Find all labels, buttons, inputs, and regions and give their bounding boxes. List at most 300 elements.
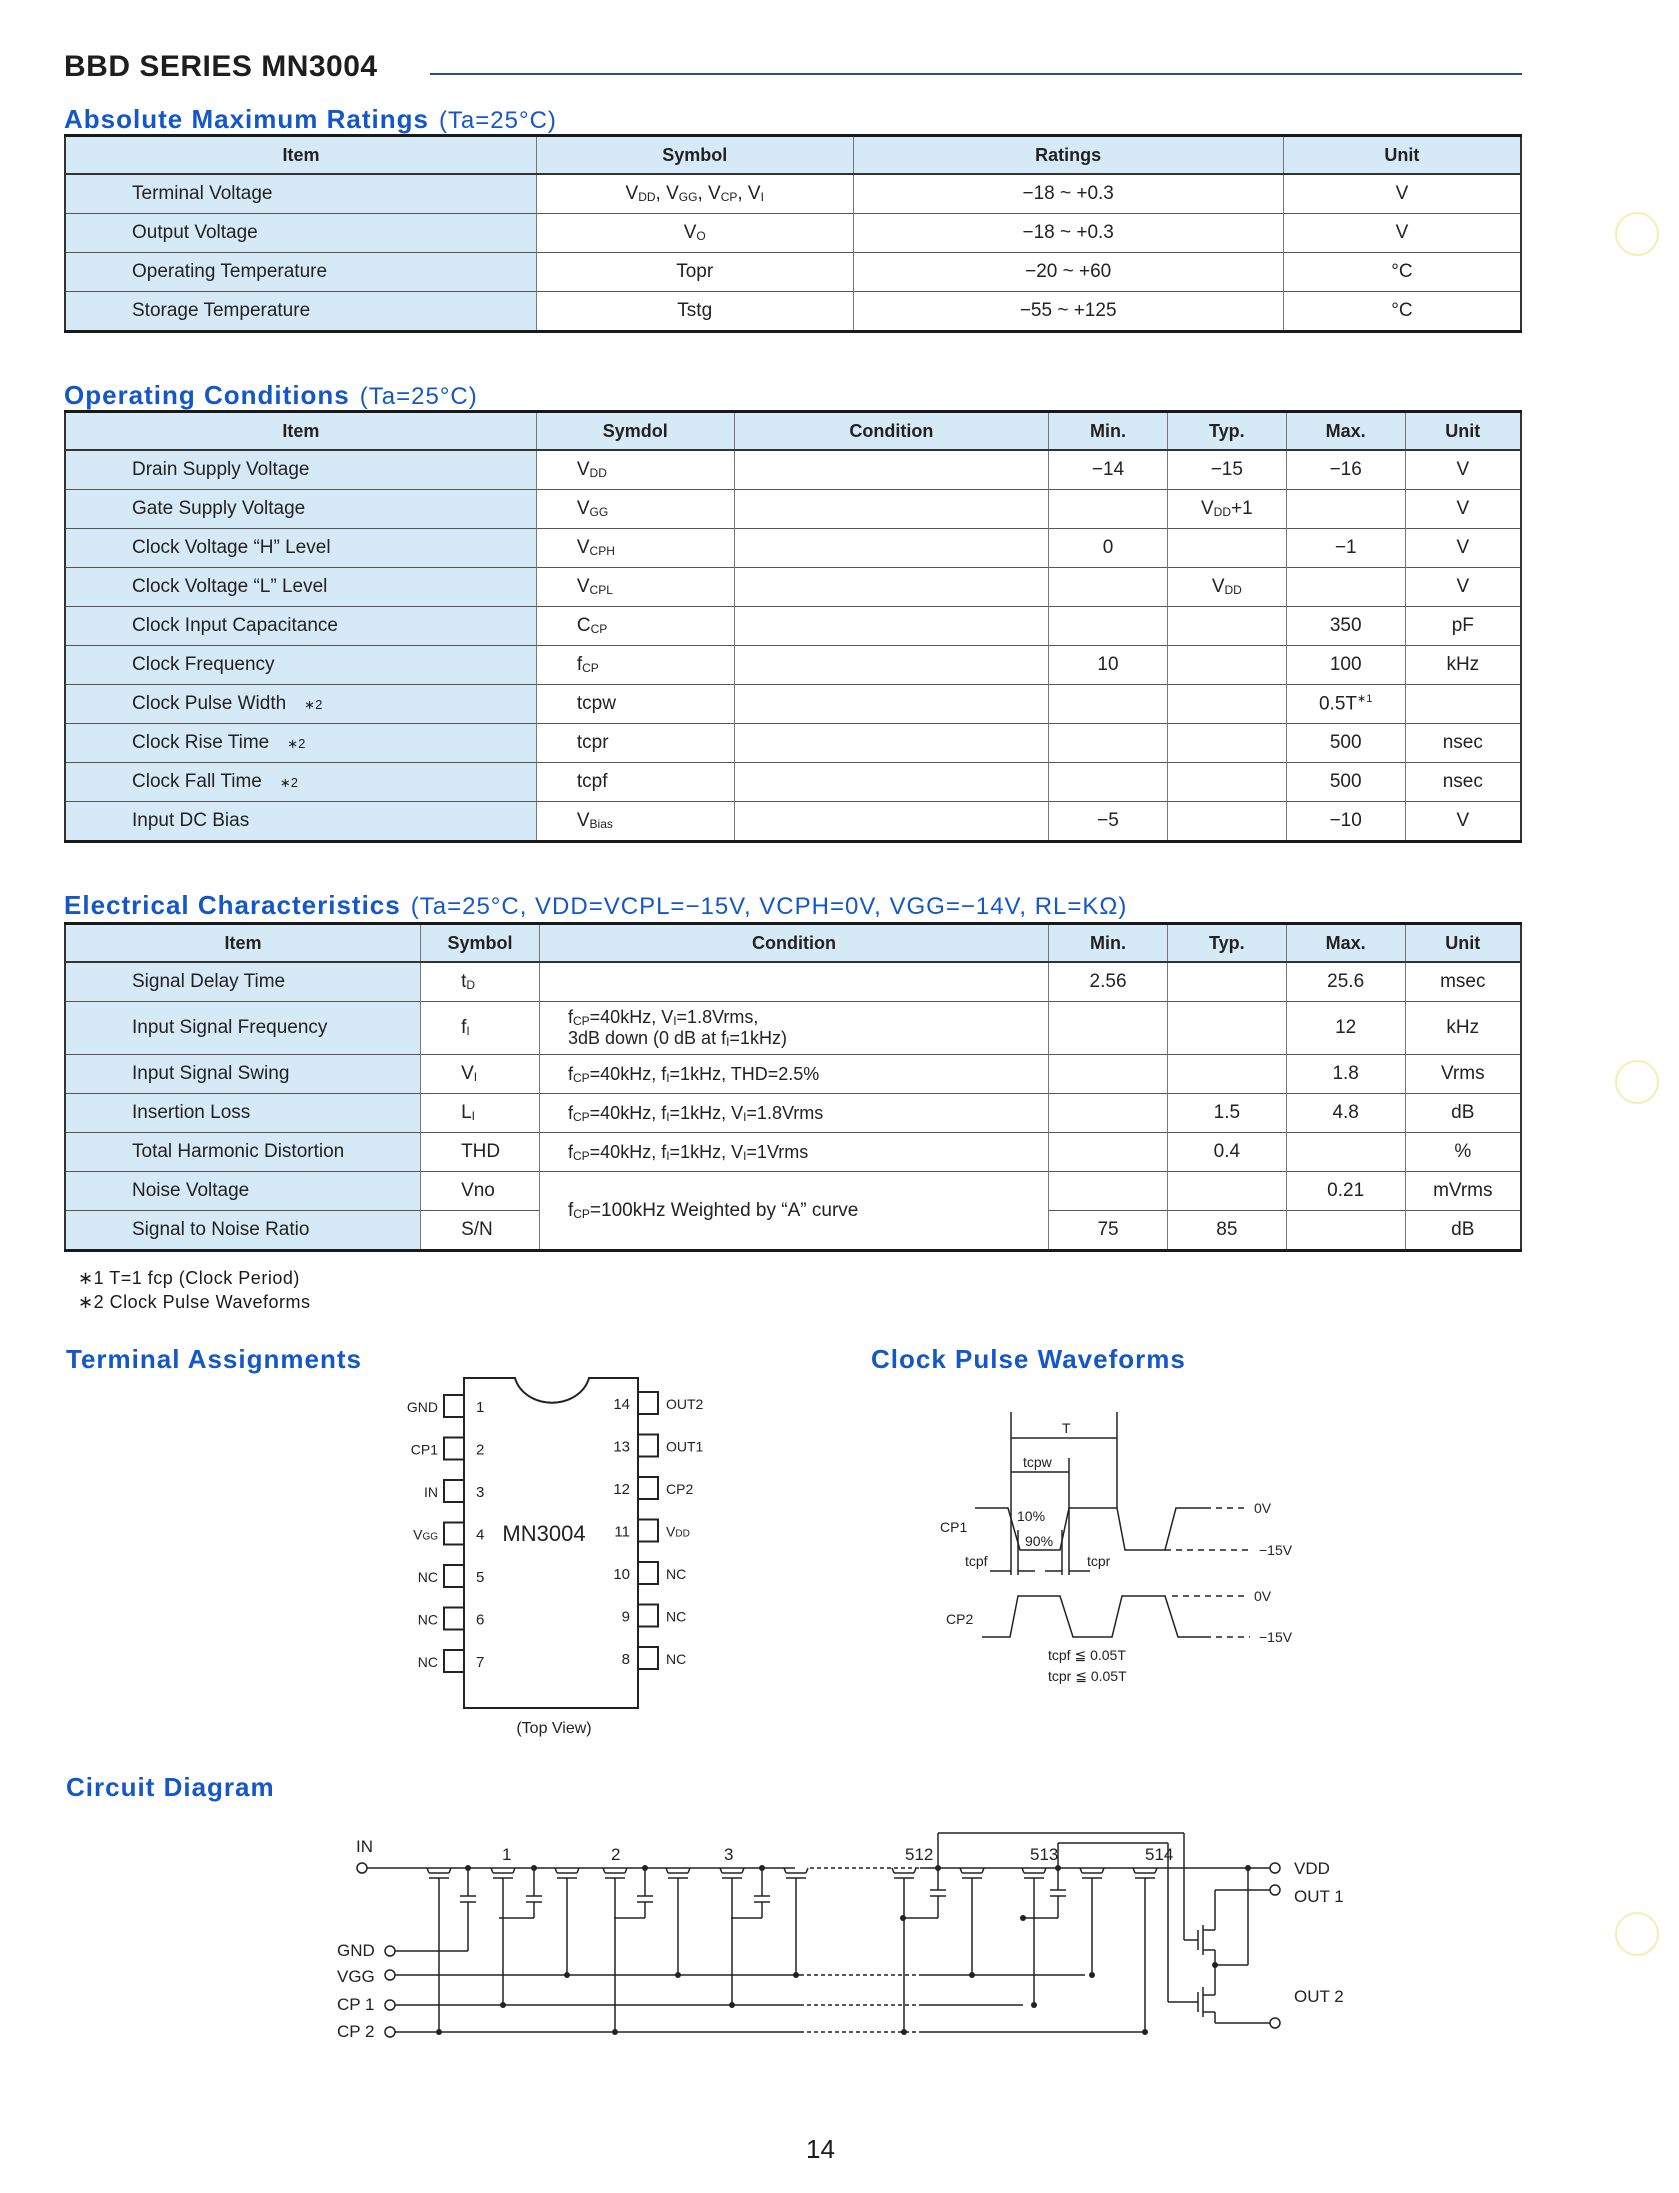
table-row xyxy=(65,450,1521,490)
table-row xyxy=(65,174,1521,214)
cell-symbol: $f_{CP}$ xyxy=(536,646,734,685)
pin-name: NC xyxy=(417,1654,438,1670)
cell-unit: V xyxy=(1405,802,1521,842)
cell-max: 100 xyxy=(1286,646,1405,685)
table-row xyxy=(65,685,1521,724)
cell-min: −5 xyxy=(1049,802,1168,842)
chip-label: MN3004 xyxy=(502,1521,586,1546)
abs-max-heading xyxy=(64,104,557,135)
junction-dot xyxy=(500,2002,506,2008)
col-header: Max. xyxy=(1286,924,1405,963)
circuit-input-cp2: CP 2 xyxy=(337,2022,375,2041)
punch-hole xyxy=(1615,212,1659,256)
cell-min xyxy=(1049,1094,1168,1133)
waveforms-heading: Clock Pulse Waveforms xyxy=(871,1344,1186,1374)
pin-number: 4 xyxy=(476,1526,485,1544)
cell-symbol: $f_I$ xyxy=(421,1002,540,1055)
junction-dot xyxy=(436,2029,442,2035)
cp2-waveform xyxy=(982,1596,1205,1637)
cell-min xyxy=(1049,568,1168,607)
cell-symbol: $V_{CPL}$ xyxy=(536,568,734,607)
table-row xyxy=(65,1133,1521,1172)
junction-dot xyxy=(969,1972,975,1978)
table-row xyxy=(65,802,1521,842)
cell-item: Storage Temperature xyxy=(65,292,536,332)
cell-symbol: tcpw xyxy=(536,685,734,724)
cell-unit: V xyxy=(1283,174,1521,214)
cell-typ: 85 xyxy=(1167,1211,1286,1251)
cell-item: Gate Supply Voltage xyxy=(65,490,536,529)
cell-unit: V xyxy=(1405,490,1521,529)
cell-item: Clock Voltage “H” Level xyxy=(65,529,536,568)
cell-max: −16 xyxy=(1286,450,1405,490)
pin-name: CP1 xyxy=(410,1441,438,1458)
cell-symbol: $L_I$ xyxy=(421,1094,540,1133)
cell-max: $0.5T^{∗1}$ xyxy=(1286,685,1405,724)
pin-number: 2 xyxy=(476,1441,485,1459)
table-row xyxy=(65,763,1521,802)
cell-symbol: $V_{DD}$ xyxy=(536,450,734,490)
table-row xyxy=(65,724,1521,763)
pin-10 xyxy=(638,1562,658,1584)
cell-typ xyxy=(1167,529,1286,568)
pin-name: CP2 xyxy=(666,1481,694,1497)
cell-condition xyxy=(734,646,1049,685)
cell-typ xyxy=(1167,685,1286,724)
cp2-0v-label: 0V xyxy=(1254,1588,1272,1604)
junction-dot xyxy=(1055,1865,1061,1871)
cell-item: Clock Rise Time ∗2 xyxy=(65,724,536,763)
terminal-circle xyxy=(357,1863,367,1873)
pin-number: 9 xyxy=(621,1608,630,1626)
cell-symbol: tcpr xyxy=(536,724,734,763)
circuit-input-in: IN xyxy=(356,1837,373,1856)
cell-max: 500 xyxy=(1286,763,1405,802)
junction-dot xyxy=(1245,1865,1251,1871)
pin-number: 12 xyxy=(613,1481,630,1498)
cell-condition xyxy=(734,607,1049,646)
pin-8 xyxy=(638,1647,658,1669)
transistor xyxy=(892,1868,894,1873)
cell-unit: dB xyxy=(1405,1211,1521,1251)
cell-min xyxy=(1049,1133,1168,1172)
cell-min xyxy=(1049,490,1168,529)
table-row xyxy=(65,1055,1521,1094)
cp2-label: CP2 xyxy=(946,1611,974,1627)
table-row xyxy=(65,253,1521,292)
cell-unit: nsec xyxy=(1405,763,1521,802)
tcpf-constraint: tcpf ≦ 0.05T xyxy=(1048,1647,1126,1663)
col-header: Unit xyxy=(1283,136,1521,175)
terminal-circle xyxy=(385,2000,395,2010)
cell-item: Output Voltage xyxy=(65,214,536,253)
tcpw-label: tcpw xyxy=(1023,1454,1052,1470)
cell-condition xyxy=(734,568,1049,607)
cell-min: 10 xyxy=(1049,646,1168,685)
cell-unit: V xyxy=(1405,450,1521,490)
pin-2 xyxy=(444,1438,464,1460)
tcpr-label: tcpr xyxy=(1087,1553,1111,1569)
cell-condition xyxy=(734,802,1049,842)
cell-min: 0 xyxy=(1049,529,1168,568)
junction-dot xyxy=(793,1972,799,1978)
cell-item: Clock Voltage “L” Level xyxy=(65,568,536,607)
pct90-label: 90% xyxy=(1025,1533,1054,1549)
table-row xyxy=(65,607,1521,646)
cell-condition xyxy=(734,450,1049,490)
pin-name: OUT2 xyxy=(666,1396,704,1412)
cell-item: Drain Supply Voltage xyxy=(65,450,536,490)
cell-condition: $f_{CP}=40kHz$, $f_I=1kHz$, THD=2.5% xyxy=(539,1055,1048,1094)
col-header: Max. xyxy=(1286,412,1405,451)
cell-unit: V xyxy=(1283,214,1521,253)
cp1-label: CP1 xyxy=(940,1519,968,1535)
cell-condition xyxy=(734,529,1049,568)
cell-condition xyxy=(734,724,1049,763)
circuit-input-cp1: CP 1 xyxy=(337,1995,375,2014)
cell-unit: kHz xyxy=(1405,646,1521,685)
junction-dot xyxy=(531,1865,537,1871)
terminal-circle xyxy=(385,2027,395,2037)
junction-dot xyxy=(935,1865,941,1871)
circuit-input-vgg: VGG xyxy=(337,1967,375,1986)
cell-symbol: $V_I$ xyxy=(421,1055,540,1094)
table-row xyxy=(65,490,1521,529)
pin-name: VDD xyxy=(666,1523,690,1540)
cell-max xyxy=(1286,568,1405,607)
cell-unit: °C xyxy=(1283,253,1521,292)
cell-max xyxy=(1286,1133,1405,1172)
cell-typ: 1.5 xyxy=(1167,1094,1286,1133)
col-header: Item xyxy=(65,924,421,963)
footnote-2: ∗2 Clock Pulse Waveforms xyxy=(78,1292,311,1312)
punch-hole xyxy=(1615,1060,1659,1104)
tcpf-label: tcpf xyxy=(965,1553,988,1569)
cp1-15v-label: −15V xyxy=(1259,1542,1293,1558)
cell-max: 25.6 xyxy=(1286,962,1405,1002)
cell-symbol: $V_{DD}$, $V_{GG}$, $V_{CP}$, $V_I$ xyxy=(536,174,853,214)
cell-item: Signal to Noise Ratio xyxy=(65,1211,421,1251)
cell-item: Clock Frequency xyxy=(65,646,536,685)
table-row xyxy=(65,529,1521,568)
cell-unit: kHz xyxy=(1405,1002,1521,1055)
cp1-0v-label: 0V xyxy=(1254,1500,1272,1516)
tcpr-constraint: tcpr ≦ 0.05T xyxy=(1048,1668,1127,1684)
cell-min xyxy=(1049,1172,1168,1211)
cell-min xyxy=(1049,1002,1168,1055)
circuit-input-gnd: GND xyxy=(337,1941,375,1960)
cell-unit xyxy=(1405,685,1521,724)
pin-number: 10 xyxy=(613,1566,630,1583)
elec-title: Electrical Characteristics xyxy=(64,890,401,920)
pin-number: 6 xyxy=(476,1611,485,1629)
junction-dot xyxy=(564,1972,570,1978)
cell-condition: $f_{CP}=100kHz$ Weighted by “A” curve xyxy=(539,1172,1048,1251)
table-row xyxy=(65,962,1521,1002)
cell-item: Terminal Voltage xyxy=(65,174,536,214)
cell-min xyxy=(1049,607,1168,646)
junction-dot xyxy=(675,1972,681,1978)
cell-typ xyxy=(1167,802,1286,842)
pin-9 xyxy=(638,1605,658,1627)
table-row xyxy=(65,1094,1521,1133)
junction-dot xyxy=(1212,1962,1218,1968)
cell-symbol: S/N xyxy=(421,1211,540,1251)
cell-item: Clock Input Capacitance xyxy=(65,607,536,646)
pin-13 xyxy=(638,1435,658,1457)
pin-4 xyxy=(444,1523,464,1545)
cell-unit: V xyxy=(1405,568,1521,607)
cell-min xyxy=(1049,763,1168,802)
pin-name: NC xyxy=(666,1608,687,1625)
col-header: Typ. xyxy=(1167,412,1286,451)
op-cond-heading xyxy=(64,380,478,411)
abs-max-table xyxy=(64,134,1522,333)
col-header: Symbol xyxy=(421,924,540,963)
stage-label: 3 xyxy=(724,1845,734,1864)
pin-number: 11 xyxy=(614,1523,630,1541)
col-header: Condition xyxy=(539,924,1048,963)
cell-item: Clock Pulse Width ∗2 xyxy=(65,685,536,724)
cell-condition: $f_{CP}=40kHz$, $V_I=1.8Vrms$, 3dB down (0 dB at $f_I=1kHz$) xyxy=(539,1002,1048,1055)
cell-typ xyxy=(1167,724,1286,763)
pinout-diagram xyxy=(380,1340,760,1750)
col-header: Item xyxy=(65,136,536,175)
cell-condition: $f_{CP}=40kHz$, $f_I=1kHz$, $V_I=1.8Vrms$ xyxy=(539,1094,1048,1133)
cell-typ xyxy=(1167,763,1286,802)
stage-label: 2 xyxy=(611,1845,621,1864)
cell-min xyxy=(1049,1055,1168,1094)
pin-3 xyxy=(444,1480,464,1502)
cell-condition xyxy=(539,962,1048,1002)
junction-dot xyxy=(1020,1915,1026,1921)
cell-rating: −18 ~ +0.3 xyxy=(853,174,1283,214)
cell-max: 500 xyxy=(1286,724,1405,763)
table-row xyxy=(65,646,1521,685)
junction-dot xyxy=(642,1865,648,1871)
view-label: (Top View) xyxy=(516,1720,592,1737)
cell-typ: 0.4 xyxy=(1167,1133,1286,1172)
cell-typ xyxy=(1167,1172,1286,1211)
cell-condition xyxy=(734,685,1049,724)
op-cond-table xyxy=(64,410,1522,843)
cell-symbol: Vno xyxy=(421,1172,540,1211)
col-header: Typ. xyxy=(1167,924,1286,963)
elec-table xyxy=(64,922,1522,1252)
circuit-output-out2: OUT 2 xyxy=(1294,1987,1344,2006)
circuit-heading: Circuit Diagram xyxy=(66,1772,275,1802)
cell-min xyxy=(1049,685,1168,724)
cell-unit: mVrms xyxy=(1405,1172,1521,1211)
cell-symbol: THD xyxy=(421,1133,540,1172)
pin-number: 5 xyxy=(476,1569,485,1586)
terminal-circle xyxy=(385,1970,395,1980)
pin-12 xyxy=(638,1477,658,1499)
pin-number: 8 xyxy=(621,1651,630,1668)
table-header-row xyxy=(65,136,1521,175)
pin-number: 7 xyxy=(476,1654,485,1671)
stage-label: 514 xyxy=(1145,1845,1174,1864)
cp2-15v-label: −15V xyxy=(1259,1629,1293,1645)
cell-symbol: Topr xyxy=(536,253,853,292)
cell-item: Total Harmonic Distortion xyxy=(65,1133,421,1172)
pin-name: OUT1 xyxy=(666,1438,704,1455)
cell-max: 0.21 xyxy=(1286,1172,1405,1211)
cell-typ: −15 xyxy=(1167,450,1286,490)
abs-max-title: Absolute Maximum Ratings xyxy=(64,104,429,134)
pin-6 xyxy=(444,1608,464,1630)
cell-rating: −55 ~ +125 xyxy=(853,292,1283,332)
junction-dot xyxy=(612,2029,618,2035)
waveform-diagram xyxy=(860,1330,1320,1700)
pin-7 xyxy=(444,1650,464,1672)
col-header: Unit xyxy=(1405,412,1521,451)
junction-dot xyxy=(465,1865,471,1871)
cell-typ: $V_{DD}+1$ xyxy=(1167,490,1286,529)
cell-symbol: tcpf xyxy=(536,763,734,802)
stage-label: 1 xyxy=(502,1845,512,1864)
cell-unit: % xyxy=(1405,1133,1521,1172)
punch-hole xyxy=(1615,1912,1659,1956)
footnote-1: ∗1 T=1 fcp (Clock Period) xyxy=(78,1268,300,1288)
col-header: Condition xyxy=(734,412,1049,451)
cell-min: −14 xyxy=(1049,450,1168,490)
cell-typ xyxy=(1167,962,1286,1002)
period-label: T xyxy=(1062,1420,1071,1436)
wire xyxy=(806,1868,808,1873)
junction-dot xyxy=(1089,1972,1095,1978)
col-header: Unit xyxy=(1405,924,1521,963)
terminal-circle xyxy=(385,1946,395,1956)
pin-name: GND xyxy=(406,1399,438,1415)
cell-max xyxy=(1286,1211,1405,1251)
cell-max: −1 xyxy=(1286,529,1405,568)
cell-unit: Vrms xyxy=(1405,1055,1521,1094)
cell-condition: $f_{CP}=40kHz$, $f_I=1kHz$, $V_I=1Vrms$ xyxy=(539,1133,1048,1172)
series-title: BBD SERIES MN3004 xyxy=(64,50,378,83)
cell-max: −10 xyxy=(1286,802,1405,842)
op-cond-cond: (Ta=25°C) xyxy=(359,383,478,410)
pin-11 xyxy=(638,1520,658,1542)
cell-item: Clock Fall Time ∗2 xyxy=(65,763,536,802)
header-rule xyxy=(430,73,1522,75)
cell-symbol: $V_{GG}$ xyxy=(536,490,734,529)
pin-number: 14 xyxy=(613,1396,630,1413)
cell-item: Signal Delay Time xyxy=(65,962,421,1002)
cell-max: 4.8 xyxy=(1286,1094,1405,1133)
junction-dot xyxy=(1031,2002,1037,2008)
cell-symbol: Tstg xyxy=(536,292,853,332)
cell-rating: −18 ~ +0.3 xyxy=(853,214,1283,253)
cell-unit: °C xyxy=(1283,292,1521,332)
junction-dot xyxy=(729,2002,735,2008)
abs-max-cond: (Ta=25°C) xyxy=(438,107,557,134)
pin-name: NC xyxy=(666,1566,687,1582)
cell-typ xyxy=(1167,607,1286,646)
col-header: Min. xyxy=(1049,924,1168,963)
elec-heading xyxy=(64,890,1127,921)
stage-label: 513 xyxy=(1030,1845,1059,1864)
junction-dot xyxy=(900,1915,906,1921)
pin-name: IN xyxy=(424,1484,438,1500)
terminal-circle xyxy=(1270,1885,1280,1895)
cell-rating: −20 ~ +60 xyxy=(853,253,1283,292)
cell-max: 12 xyxy=(1286,1002,1405,1055)
circuit-output-vdd: VDD xyxy=(1294,1859,1330,1878)
pin-name: NC xyxy=(417,1569,438,1585)
cell-max: 1.8 xyxy=(1286,1055,1405,1094)
cell-unit: pF xyxy=(1405,607,1521,646)
pin-1 xyxy=(444,1395,464,1417)
cell-min: 75 xyxy=(1049,1211,1168,1251)
pin-name: NC xyxy=(417,1611,438,1628)
table-header-row xyxy=(65,412,1521,451)
table-row xyxy=(65,1172,1521,1211)
terminal-heading: Terminal Assignments xyxy=(66,1344,362,1374)
col-header: Item xyxy=(65,412,536,451)
cell-min: 2.56 xyxy=(1049,962,1168,1002)
pin-number: 13 xyxy=(613,1438,630,1456)
elec-cond: (Ta=25°C, VDD=VCPL=−15V, VCPH=0V, VGG=−14V, RL=KΩ) xyxy=(410,893,1128,920)
pin-number: 3 xyxy=(476,1484,485,1501)
stage-label: 512 xyxy=(905,1845,934,1864)
cell-item: Operating Temperature xyxy=(65,253,536,292)
pin-5 xyxy=(444,1565,464,1587)
page-number: 14 xyxy=(806,2134,835,2164)
table-row xyxy=(65,568,1521,607)
cell-symbol: $C_{CP}$ xyxy=(536,607,734,646)
cell-unit: V xyxy=(1405,529,1521,568)
cell-typ xyxy=(1167,1055,1286,1094)
cell-symbol: $V_{Bias}$ xyxy=(536,802,734,842)
table-row xyxy=(65,292,1521,332)
cell-condition xyxy=(734,490,1049,529)
pct10-label: 10% xyxy=(1017,1508,1046,1524)
terminal-circle xyxy=(1270,2018,1280,2028)
cell-typ xyxy=(1167,1002,1286,1055)
table-row xyxy=(65,1002,1521,1055)
cell-item: Input Signal Swing xyxy=(65,1055,421,1094)
circuit-output-out1: OUT 1 xyxy=(1294,1887,1344,1906)
cp1-waveform xyxy=(975,1508,1205,1550)
wire xyxy=(914,1868,916,1873)
pin-number: 1 xyxy=(476,1399,485,1416)
cell-item: Input Signal Frequency xyxy=(65,1002,421,1055)
col-header: Symdol xyxy=(536,412,734,451)
cell-min xyxy=(1049,724,1168,763)
terminal-circle xyxy=(1270,1863,1280,1873)
cell-symbol: $V_O$ xyxy=(536,214,853,253)
col-header: Min. xyxy=(1049,412,1168,451)
cell-item: Insertion Loss xyxy=(65,1094,421,1133)
cell-unit: nsec xyxy=(1405,724,1521,763)
pin-name: VGG xyxy=(413,1526,438,1543)
table-header-row xyxy=(65,924,1521,963)
circuit-diagram xyxy=(320,1780,1400,2070)
col-header: Ratings xyxy=(853,136,1283,175)
table-row xyxy=(65,214,1521,253)
col-header: Symbol xyxy=(536,136,853,175)
junction-dot xyxy=(1142,2029,1148,2035)
cell-typ xyxy=(1167,646,1286,685)
pin-name: NC xyxy=(666,1651,687,1667)
cell-symbol: $t_D$ xyxy=(421,962,540,1002)
op-cond-title: Operating Conditions xyxy=(64,380,350,410)
cell-item: Noise Voltage xyxy=(65,1172,421,1211)
cell-typ: $V_{DD}$ xyxy=(1167,568,1286,607)
cell-symbol: $V_{CPH}$ xyxy=(536,529,734,568)
junction-dot xyxy=(901,2029,907,2035)
